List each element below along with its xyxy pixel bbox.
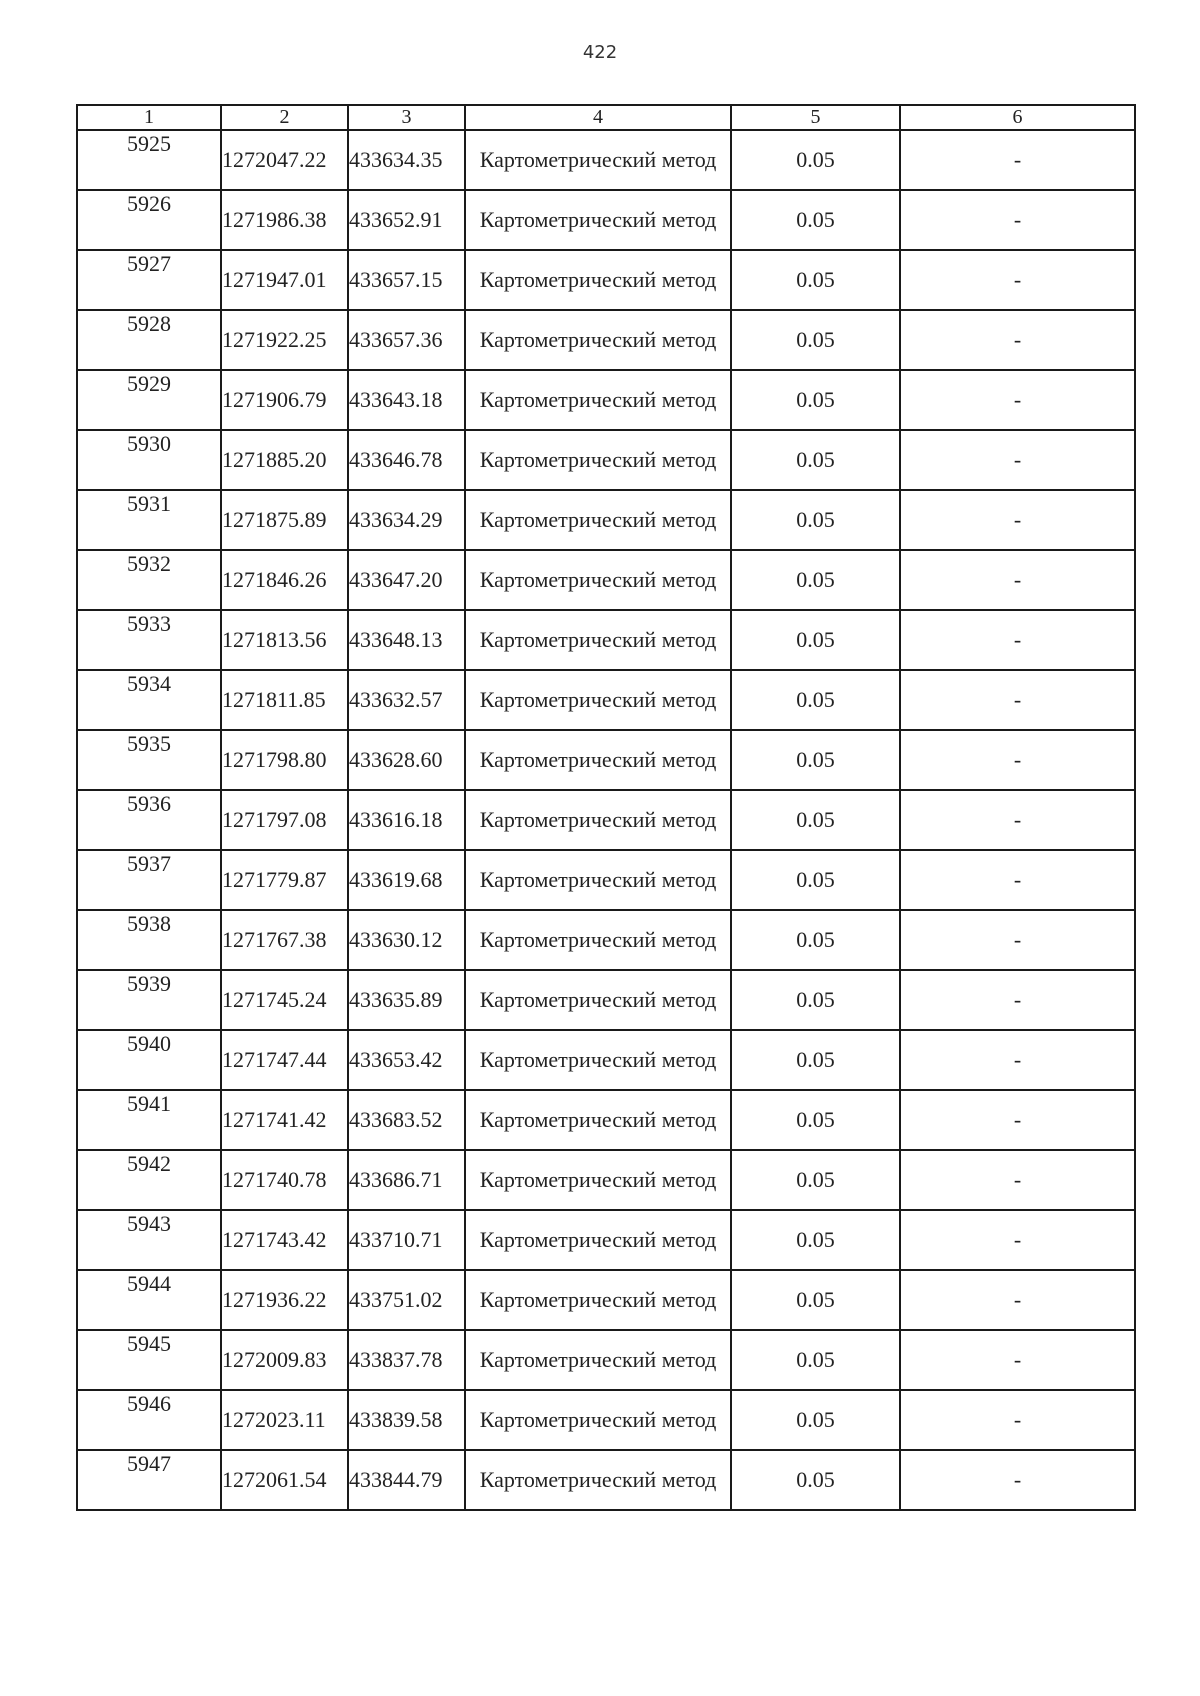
note-cell: - (900, 1090, 1135, 1150)
y-coordinate-cell: 433837.78 (348, 1330, 465, 1390)
point-number-cell: 5938 (77, 910, 221, 970)
y-coordinate-cell: 433710.71 (348, 1210, 465, 1270)
method-cell: Картометрический метод (465, 790, 731, 850)
y-coordinate-cell: 433646.78 (348, 430, 465, 490)
y-coordinate-cell: 433683.52 (348, 1090, 465, 1150)
accuracy-cell: 0.05 (731, 550, 900, 610)
point-number-cell: 5929 (77, 370, 221, 430)
accuracy-cell: 0.05 (731, 970, 900, 1030)
y-coordinate-cell: 433619.68 (348, 850, 465, 910)
note-cell: - (900, 490, 1135, 550)
method-cell: Картометрический метод (465, 1150, 731, 1210)
point-number-cell: 5941 (77, 1090, 221, 1150)
accuracy-cell: 0.05 (731, 430, 900, 490)
method-cell: Картометрический метод (465, 670, 731, 730)
point-number-cell: 5925 (77, 130, 221, 190)
accuracy-cell: 0.05 (731, 1450, 900, 1510)
accuracy-cell: 0.05 (731, 730, 900, 790)
method-cell: Картометрический метод (465, 250, 731, 310)
method-cell: Картометрический метод (465, 1330, 731, 1390)
method-cell: Картометрический метод (465, 850, 731, 910)
x-coordinate-cell: 1271885.20 (221, 430, 348, 490)
point-number-cell: 5946 (77, 1390, 221, 1450)
note-cell: - (900, 550, 1135, 610)
x-coordinate-cell: 1271767.38 (221, 910, 348, 970)
note-cell: - (900, 610, 1135, 670)
accuracy-cell: 0.05 (731, 790, 900, 850)
column-header: 5 (731, 105, 900, 130)
note-cell: - (900, 190, 1135, 250)
note-cell: - (900, 970, 1135, 1030)
x-coordinate-cell: 1271779.87 (221, 850, 348, 910)
accuracy-cell: 0.05 (731, 1390, 900, 1450)
method-cell: Картометрический метод (465, 910, 731, 970)
x-coordinate-cell: 1271906.79 (221, 370, 348, 430)
table-row (77, 970, 1135, 1030)
method-cell: Картометрический метод (465, 730, 731, 790)
y-coordinate-cell: 433616.18 (348, 790, 465, 850)
note-cell: - (900, 370, 1135, 430)
accuracy-cell: 0.05 (731, 490, 900, 550)
note-cell: - (900, 1150, 1135, 1210)
method-cell: Картометрический метод (465, 970, 731, 1030)
point-number-cell: 5937 (77, 850, 221, 910)
point-number-cell: 5945 (77, 1330, 221, 1390)
x-coordinate-cell: 1271741.42 (221, 1090, 348, 1150)
coordinates-table (76, 104, 1136, 1511)
y-coordinate-cell: 433844.79 (348, 1450, 465, 1510)
method-cell: Картометрический метод (465, 370, 731, 430)
accuracy-cell: 0.05 (731, 1270, 900, 1330)
accuracy-cell: 0.05 (731, 370, 900, 430)
table-row (77, 1030, 1135, 1090)
table-row (77, 370, 1135, 430)
note-cell: - (900, 1390, 1135, 1450)
accuracy-cell: 0.05 (731, 850, 900, 910)
note-cell: - (900, 910, 1135, 970)
point-number-cell: 5933 (77, 610, 221, 670)
note-cell: - (900, 250, 1135, 310)
table-row (77, 430, 1135, 490)
point-number-cell: 5936 (77, 790, 221, 850)
table-row (77, 610, 1135, 670)
y-coordinate-cell: 433634.29 (348, 490, 465, 550)
method-cell: Картометрический метод (465, 1210, 731, 1270)
y-coordinate-cell: 433643.18 (348, 370, 465, 430)
point-number-cell: 5943 (77, 1210, 221, 1270)
accuracy-cell: 0.05 (731, 610, 900, 670)
method-cell: Картометрический метод (465, 130, 731, 190)
table-row (77, 490, 1135, 550)
x-coordinate-cell: 1271947.01 (221, 250, 348, 310)
method-cell: Картометрический метод (465, 490, 731, 550)
column-header: 2 (221, 105, 348, 130)
method-cell: Картометрический метод (465, 190, 731, 250)
table-row (77, 1390, 1135, 1450)
y-coordinate-cell: 433632.57 (348, 670, 465, 730)
method-cell: Картометрический метод (465, 430, 731, 490)
table-row (77, 550, 1135, 610)
note-cell: - (900, 130, 1135, 190)
point-number-cell: 5942 (77, 1150, 221, 1210)
method-cell: Картометрический метод (465, 1390, 731, 1450)
point-number-cell: 5947 (77, 1450, 221, 1510)
table-row (77, 310, 1135, 370)
x-coordinate-cell: 1271986.38 (221, 190, 348, 250)
x-coordinate-cell: 1271740.78 (221, 1150, 348, 1210)
method-cell: Картометрический метод (465, 1270, 731, 1330)
accuracy-cell: 0.05 (731, 1030, 900, 1090)
table-row (77, 790, 1135, 850)
accuracy-cell: 0.05 (731, 1150, 900, 1210)
table-row (77, 1210, 1135, 1270)
x-coordinate-cell: 1272009.83 (221, 1330, 348, 1390)
point-number-cell: 5940 (77, 1030, 221, 1090)
table-row (77, 850, 1135, 910)
accuracy-cell: 0.05 (731, 130, 900, 190)
y-coordinate-cell: 433635.89 (348, 970, 465, 1030)
y-coordinate-cell: 433657.36 (348, 310, 465, 370)
y-coordinate-cell: 433653.42 (348, 1030, 465, 1090)
accuracy-cell: 0.05 (731, 910, 900, 970)
header-row (77, 105, 1135, 130)
point-number-cell: 5934 (77, 670, 221, 730)
y-coordinate-cell: 433751.02 (348, 1270, 465, 1330)
note-cell: - (900, 850, 1135, 910)
method-cell: Картометрический метод (465, 610, 731, 670)
point-number-cell: 5928 (77, 310, 221, 370)
table-row (77, 1450, 1135, 1510)
x-coordinate-cell: 1271743.42 (221, 1210, 348, 1270)
point-number-cell: 5944 (77, 1270, 221, 1330)
table-row (77, 130, 1135, 190)
table-row (77, 1090, 1135, 1150)
point-number-cell: 5935 (77, 730, 221, 790)
method-cell: Картометрический метод (465, 1090, 731, 1150)
accuracy-cell: 0.05 (731, 250, 900, 310)
x-coordinate-cell: 1271936.22 (221, 1270, 348, 1330)
column-header: 6 (900, 105, 1135, 130)
x-coordinate-cell: 1271846.26 (221, 550, 348, 610)
y-coordinate-cell: 433634.35 (348, 130, 465, 190)
y-coordinate-cell: 433648.13 (348, 610, 465, 670)
x-coordinate-cell: 1271747.44 (221, 1030, 348, 1090)
x-coordinate-cell: 1272047.22 (221, 130, 348, 190)
note-cell: - (900, 730, 1135, 790)
x-coordinate-cell: 1271813.56 (221, 610, 348, 670)
point-number-cell: 5939 (77, 970, 221, 1030)
accuracy-cell: 0.05 (731, 670, 900, 730)
table-row (77, 670, 1135, 730)
note-cell: - (900, 430, 1135, 490)
point-number-cell: 5927 (77, 250, 221, 310)
x-coordinate-cell: 1272061.54 (221, 1450, 348, 1510)
x-coordinate-cell: 1271811.85 (221, 670, 348, 730)
note-cell: - (900, 1330, 1135, 1390)
note-cell: - (900, 1210, 1135, 1270)
column-header: 1 (77, 105, 221, 130)
table-row (77, 190, 1135, 250)
x-coordinate-cell: 1271797.08 (221, 790, 348, 850)
table-row (77, 1150, 1135, 1210)
method-cell: Картометрический метод (465, 1030, 731, 1090)
accuracy-cell: 0.05 (731, 190, 900, 250)
table-row (77, 730, 1135, 790)
page-number: 422 (582, 42, 618, 63)
table-row (77, 910, 1135, 970)
y-coordinate-cell: 433628.60 (348, 730, 465, 790)
y-coordinate-cell: 433657.15 (348, 250, 465, 310)
method-cell: Картометрический метод (465, 1450, 731, 1510)
method-cell: Картометрический метод (465, 310, 731, 370)
accuracy-cell: 0.05 (731, 1330, 900, 1390)
column-header: 3 (348, 105, 465, 130)
point-number-cell: 5931 (77, 490, 221, 550)
point-number-cell: 5930 (77, 430, 221, 490)
table-row (77, 1330, 1135, 1390)
note-cell: - (900, 790, 1135, 850)
y-coordinate-cell: 433652.91 (348, 190, 465, 250)
note-cell: - (900, 1270, 1135, 1330)
note-cell: - (900, 310, 1135, 370)
y-coordinate-cell: 433839.58 (348, 1390, 465, 1450)
table-row (77, 250, 1135, 310)
accuracy-cell: 0.05 (731, 310, 900, 370)
method-cell: Картометрический метод (465, 550, 731, 610)
table-body (77, 130, 1135, 1510)
y-coordinate-cell: 433686.71 (348, 1150, 465, 1210)
note-cell: - (900, 1450, 1135, 1510)
note-cell: - (900, 670, 1135, 730)
point-number-cell: 5932 (77, 550, 221, 610)
x-coordinate-cell: 1271798.80 (221, 730, 348, 790)
x-coordinate-cell: 1271922.25 (221, 310, 348, 370)
column-header: 4 (465, 105, 731, 130)
point-number-cell: 5926 (77, 190, 221, 250)
note-cell: - (900, 1030, 1135, 1090)
x-coordinate-cell: 1271875.89 (221, 490, 348, 550)
table-row (77, 1270, 1135, 1330)
x-coordinate-cell: 1272023.11 (221, 1390, 348, 1450)
accuracy-cell: 0.05 (731, 1090, 900, 1150)
y-coordinate-cell: 433630.12 (348, 910, 465, 970)
y-coordinate-cell: 433647.20 (348, 550, 465, 610)
accuracy-cell: 0.05 (731, 1210, 900, 1270)
x-coordinate-cell: 1271745.24 (221, 970, 348, 1030)
table-header (77, 105, 1135, 130)
